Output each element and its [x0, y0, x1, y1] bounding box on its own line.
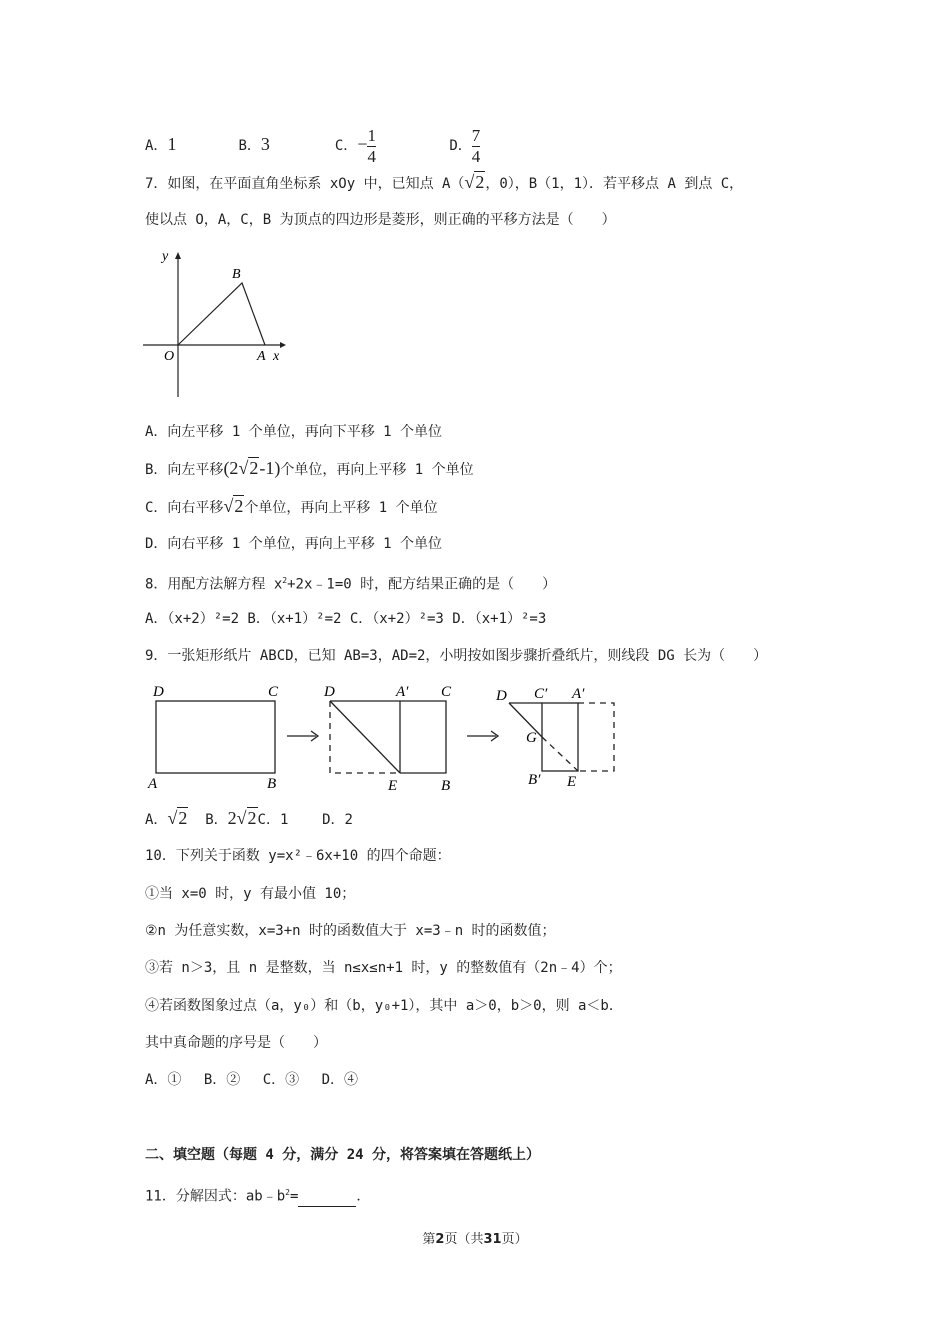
q7-option-a: A．向左平移 1 个单位，再向下平移 1 个单位 — [145, 424, 442, 440]
sqrt-expr: 2√2 — [227, 808, 257, 828]
fig2-label-e: E — [388, 778, 398, 794]
q6-option-b: B．3 — [238, 134, 270, 154]
q10-proposition-1: ①当 x=0 时，y 有最小值 10； — [145, 886, 356, 902]
fig3-label-b1: B′ — [528, 772, 541, 788]
fig3-folded-rect — [542, 703, 578, 771]
sqrt-expr: √2 — [167, 808, 188, 828]
triangle-oba — [178, 283, 265, 345]
q7-option-d: D．向右平移 1 个单位，再向上平移 1 个单位 — [145, 536, 442, 552]
q7-option-c: C．向右平移√2个单位，再向上平移 1 个单位 — [145, 496, 438, 516]
q6-options — [145, 122, 480, 166]
q10-proposition-3: ③若 n＞3，且 n 是整数，当 n≤x≤n+1 时，y 的整数值有（2n﹣4）个； — [145, 960, 622, 976]
q8-stem: 8．用配方法解方程 $x^2+2x﹣1=0$ 时，配方结果正确的是（ ） — [145, 576, 557, 593]
q10-proposition-4: ④若函数图象过点（a，y₀）和（b，y₀+1），其中 a＞0，b＞0，则 a＜b． — [145, 998, 623, 1014]
q9-option-c: C．1 — [257, 812, 289, 828]
q6-option-a: A．1 — [145, 134, 177, 154]
fold-line-de — [330, 701, 400, 773]
fig1-label-d: D — [153, 684, 164, 700]
page-number: 2 — [435, 1232, 445, 1247]
q9-option-a: A．√2 — [145, 808, 188, 828]
fig2-solid-outline — [330, 701, 446, 773]
q11-stem: 11．分解因式：$ab﹣b^2=$ ． — [145, 1188, 371, 1205]
q7-option-b: B．向左平移(2√2-1)个单位，再向上平移 1 个单位 — [145, 458, 474, 478]
q9-folding-figure — [140, 680, 630, 795]
sqrt-expr: (2√2-1) — [223, 458, 281, 478]
fig2-label-a1: A′ — [396, 684, 409, 700]
label-o: O — [164, 349, 175, 364]
q9-stem: 9．一张矩形纸片 ABCD，已知 AB=3，AD=2，小明按如图步骤折叠纸片，则线段 DG 长为（ ） — [145, 648, 768, 664]
page-footer: 第2页（共31页） — [422, 1232, 528, 1247]
q8-options: A．（x+2）²=2 B．（x+1）²=2 C．（x+2）²=3 D．（x+1）²=3 — [145, 611, 547, 627]
q7-stem-line2: 使以点 O，A，C，B 为顶点的四边形是菱形，则正确的平移方法是（ ） — [145, 212, 616, 228]
y-axis-arrow-icon — [175, 252, 181, 259]
fig3-label-c1: C′ — [534, 686, 548, 702]
fraction: $\frac{1}{4}$ — [367, 125, 376, 166]
sqrt-expr: √2 — [223, 496, 244, 516]
fig2-label-b: B — [441, 778, 451, 794]
fig1-label-b: B — [267, 776, 277, 792]
sqrt-expr: √2 — [464, 172, 485, 192]
fig3-label-d: D — [496, 688, 507, 704]
q7-coordinate-figure — [140, 245, 300, 405]
x-axis-arrow-icon — [280, 342, 286, 348]
fraction: $\frac{7}{4}$ — [471, 125, 481, 166]
q6-option-c: C．$-\frac{1}{4}$ — [334, 125, 376, 166]
q10-options: A．① B．② C．③ D．④ — [145, 1072, 359, 1088]
q6-option-d: D．$\frac{7}{4}$ — [449, 125, 481, 166]
fig1-label-c: C — [268, 684, 279, 700]
label-x: x — [273, 349, 280, 364]
answer-blank[interactable] — [298, 1192, 356, 1207]
fig3-dashed-outline — [578, 703, 614, 771]
q9-option-d: D．2 — [322, 812, 353, 828]
fig3-label-e: E — [567, 774, 577, 790]
q10-ask: 其中真命题的序号是（ ） — [145, 1035, 327, 1051]
label-b: B — [232, 267, 241, 282]
q9-option-b: B．2√2 — [205, 808, 257, 828]
q9-options — [145, 808, 353, 830]
fig3-label-g: G — [526, 730, 537, 746]
page-total: 31 — [483, 1232, 502, 1247]
fig1-label-a: A — [148, 776, 158, 792]
section-2-title: 二、填空题（每题 4 分，满分 24 分，将答案填在答题纸上） — [145, 1147, 540, 1163]
q10-proposition-2: ②n 为任意实数，x=3+n 时的函数值大于 x=3﹣n 时的函数值； — [145, 923, 556, 939]
q7-stem-line1: 7．如图，在平面直角坐标系 xOy 中，已知点 A（√2，0），B（1，1）．若平移点 A 到点 C， — [145, 172, 744, 192]
fig2-label-c: C — [441, 684, 452, 700]
label-y: y — [162, 249, 169, 264]
label-a: A — [257, 349, 266, 364]
q10-stem: 10．下列关于函数 y=x²﹣6x+10 的四个命题： — [145, 848, 451, 864]
rectangle-abcd — [156, 701, 275, 773]
fig3-dashed-ge — [542, 737, 578, 771]
fig2-label-d: D — [324, 684, 335, 700]
fig3-label-a1: A′ — [572, 686, 585, 702]
